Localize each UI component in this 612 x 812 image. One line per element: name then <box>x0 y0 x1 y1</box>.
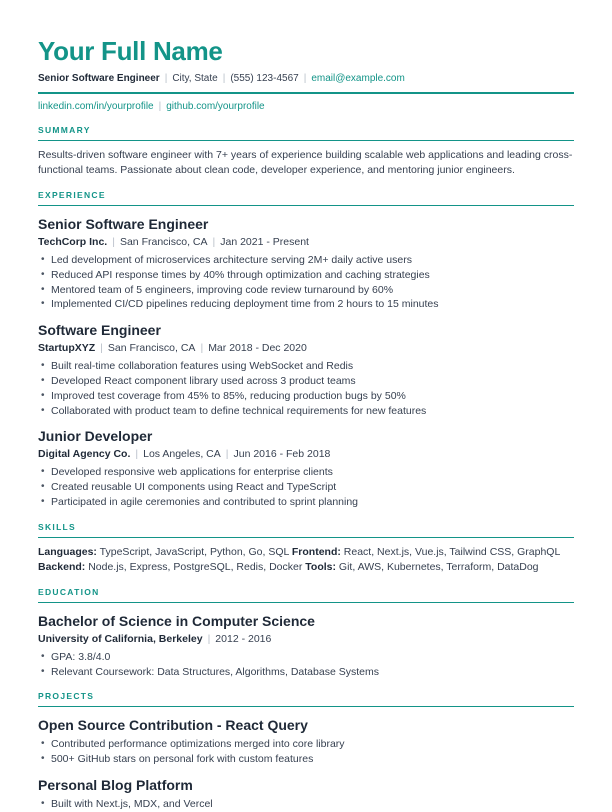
job-location: Los Angeles, CA <box>143 448 221 461</box>
projects-section <box>38 691 574 811</box>
company-name: TechCorp Inc. <box>38 236 108 248</box>
separator: | <box>212 236 216 248</box>
job-meta <box>38 236 574 249</box>
skill-group-name: Backend: <box>38 560 86 573</box>
github-link[interactable]: github.com/yourprofile <box>166 101 265 112</box>
contact-phone: (555) 123-4567 <box>230 73 299 84</box>
job-entry <box>38 428 574 509</box>
project-title: Personal Blog Platform <box>38 776 193 793</box>
skill-group-items: Git, AWS, Kubernetes, Terraform, DataDog <box>338 560 539 573</box>
bullet-item: • 500+ GitHub stars on personal fork with custom features <box>38 752 574 767</box>
job-bullets <box>38 359 574 418</box>
job-bullets <box>38 253 574 312</box>
education-meta <box>38 633 574 646</box>
job-dates: Jan 2021 - Present <box>220 236 309 248</box>
separator: | <box>303 73 307 84</box>
skills-line <box>38 545 574 560</box>
experience-section <box>38 190 574 510</box>
job-location: San Francisco, CA <box>107 342 196 355</box>
full-name: Your Full Name <box>38 36 223 66</box>
project-bullets <box>38 737 574 767</box>
job-title: Junior Developer <box>38 428 153 445</box>
job-bullets <box>38 465 574 509</box>
school-name: University of California, Berkeley <box>38 632 203 645</box>
bullet-item: • GPA: 3.8/4.0 <box>38 650 574 665</box>
skill-group-name: Frontend: <box>291 545 341 558</box>
experience-heading: EXPERIENCE <box>38 190 574 206</box>
job-entry <box>38 322 574 418</box>
bullet-item: • Contributed performance optimizations merged into core library <box>38 737 574 752</box>
contact-line <box>38 72 574 85</box>
project-title: Open Source Contribution - React Query <box>38 717 308 734</box>
bullet-item: • Built real-time collaboration features using WebSocket and Redis <box>38 359 574 374</box>
bullet-item: • Developed React component library used across 3 product teams <box>38 374 574 389</box>
skill-group-name: Tools: <box>305 560 336 573</box>
company-name: Digital Agency Co. <box>38 448 131 461</box>
education-entry <box>38 613 574 680</box>
bullet-item: • Implemented CI/CD pipelines reducing deployment time from 2 hours to 15 minutes <box>38 297 574 312</box>
job-meta <box>38 448 574 461</box>
summary-section <box>38 125 574 178</box>
summary-heading: SUMMARY <box>38 125 574 141</box>
project-bullets <box>38 797 574 812</box>
job-title: Senior Software Engineer <box>38 216 209 232</box>
bullet-item: • Developed responsive web applications for enterprise clients <box>38 465 574 480</box>
job-dates: Mar 2018 - Dec 2020 <box>208 342 307 355</box>
separator: | <box>207 632 211 645</box>
separator: | <box>112 236 115 248</box>
bullet-item: • Mentored team of 5 engineers, improving code review turnaround by 60% <box>38 283 574 298</box>
skill-group-items: Node.js, Express, PostgreSQL, Redis, Docker <box>88 560 303 573</box>
education-heading: EDUCATION <box>38 587 574 603</box>
separator: | <box>200 342 204 355</box>
bullet-item: • Created reusable UI components using React and TypeScript <box>38 480 574 495</box>
separator: | <box>100 342 103 355</box>
profile-links <box>38 100 574 113</box>
bullet-item: • Built with Next.js, MDX, and Vercel <box>38 797 574 812</box>
bullet-item: • Relevant Coursework: Data Structures, Algorithms, Database Systems <box>38 665 574 680</box>
skill-group-items: TypeScript, JavaScript, Python, Go, SQL <box>99 545 289 558</box>
bullet-item: • Participated in agile ceremonies and contributed to sprint planning <box>38 495 574 510</box>
separator: | <box>135 448 139 461</box>
separator: | <box>225 448 229 461</box>
project-entry <box>38 777 574 812</box>
job-entry <box>38 216 574 312</box>
separator: | <box>164 73 168 84</box>
job-title: Software Engineer <box>38 322 161 339</box>
bullet-item: • Led development of microservices architecture serving 2M+ daily active users <box>38 253 574 268</box>
job-meta <box>38 342 574 355</box>
separator: | <box>158 101 162 112</box>
education-section <box>38 587 574 680</box>
company-name: StartupXYZ <box>38 342 96 355</box>
job-location: San Francisco, CA <box>119 236 208 248</box>
bullet-item: • Collaborated with product team to define technical requirements for new features <box>38 404 574 419</box>
skill-group-name: Languages: <box>38 545 97 558</box>
skills-heading: SKILLS <box>38 522 574 538</box>
education-bullets <box>38 650 574 680</box>
job-role: Senior Software Engineer <box>38 73 160 84</box>
job-dates: Jun 2016 - Feb 2018 <box>233 448 331 461</box>
resume-header <box>38 36 574 113</box>
skills-line <box>38 560 574 575</box>
skills-section <box>38 522 574 575</box>
education-dates: 2012 - 2016 <box>215 632 272 645</box>
bullet-item: • Reduced API response times by 40% through optimization and caching strategies <box>38 268 574 283</box>
bullet-item: • Improved test coverage from 45% to 85%, reducing production bugs by 50% <box>38 389 574 404</box>
header-divider <box>38 92 574 94</box>
linkedin-link[interactable]: linkedin.com/in/yourprofile <box>38 101 154 112</box>
email-link[interactable]: email@example.com <box>311 73 405 84</box>
summary-text: Results-driven software engineer with 7+ years of experience building scalable web applications and leading cross-functional teams. Passionate about clean code, developer experience, and mentoring junior engineers. <box>38 149 573 176</box>
skill-group-items: React, Next.js, Vue.js, Tailwind CSS, GraphQL <box>343 545 561 558</box>
degree-title: Bachelor of Science in Computer Science <box>38 612 315 629</box>
project-entry <box>38 717 574 767</box>
projects-heading: PROJECTS <box>38 691 574 707</box>
separator: | <box>222 73 226 84</box>
contact-location: City, State <box>172 73 218 84</box>
